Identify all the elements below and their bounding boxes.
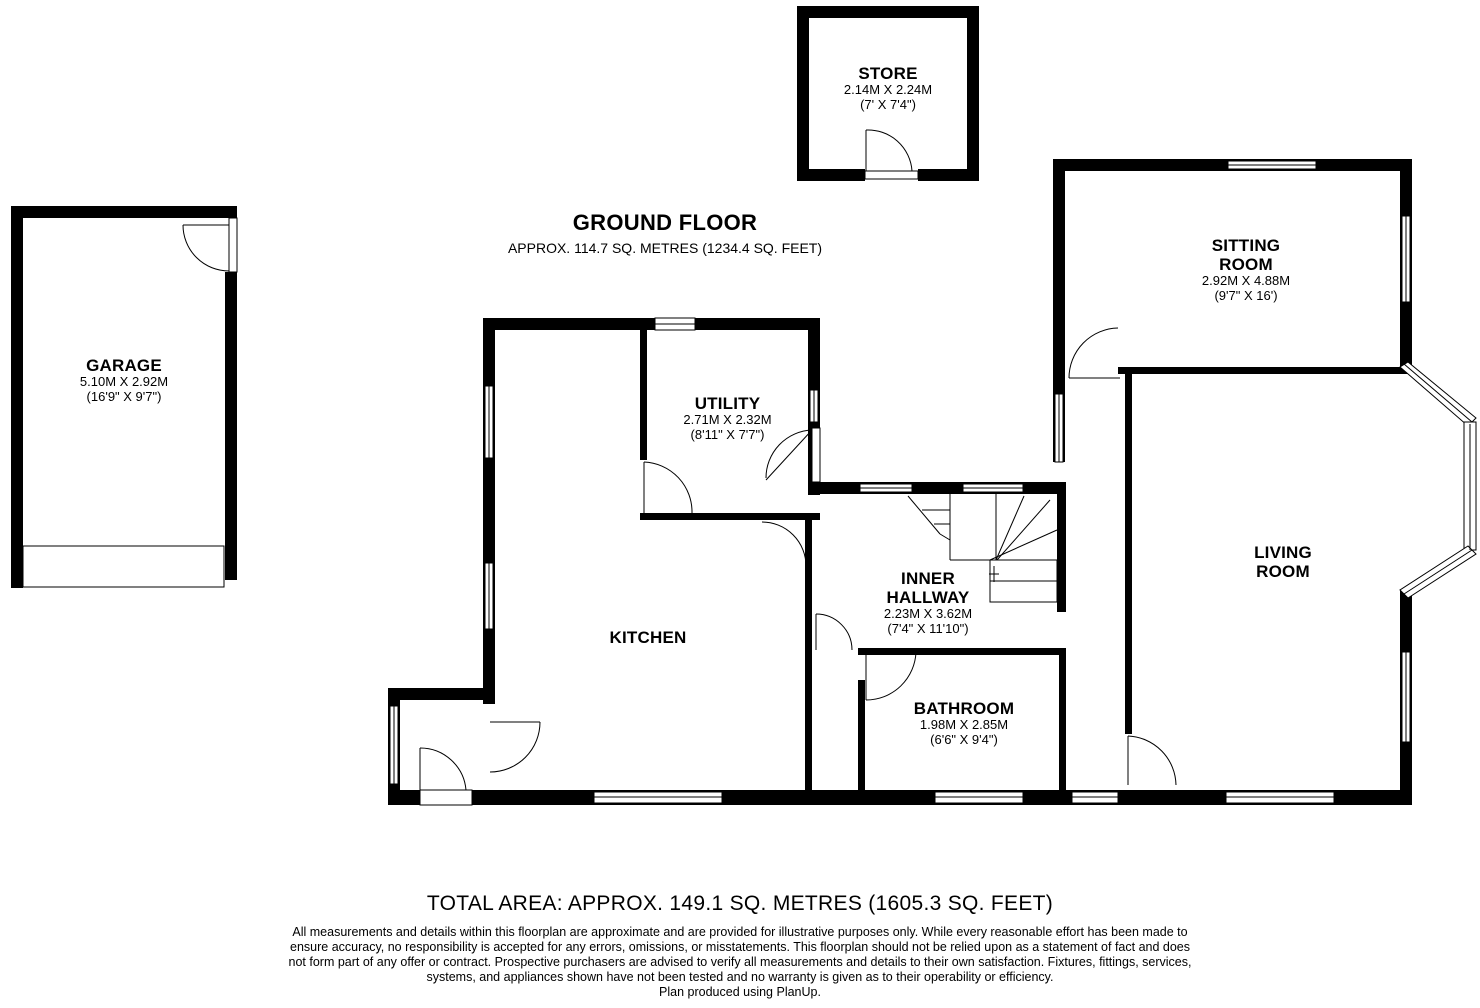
plan-credit: Plan produced using PlanUp. bbox=[659, 985, 821, 999]
store-door bbox=[865, 130, 918, 179]
room-name-line1: INNER bbox=[901, 569, 955, 588]
store-label bbox=[809, 64, 967, 112]
disclaimer-line: All measurements and details within this floorplan are approximate and are provided for illustrative purposes only. While every reasonable effort has been made to bbox=[292, 925, 1188, 939]
room-dimensions-imperial: (9'7" X 16') bbox=[1214, 287, 1278, 303]
utility-label bbox=[647, 394, 808, 442]
room-dimensions-metric: 2.14M X 2.24M bbox=[843, 82, 933, 98]
room-dimensions-metric: 1.98M X 2.85M bbox=[919, 717, 1009, 733]
room-dimensions-metric: 2.23M X 3.62M bbox=[883, 606, 973, 622]
bathroom-label bbox=[864, 699, 1064, 747]
room-name-line2: ROOM bbox=[1256, 562, 1310, 582]
room-dimensions-metric: 5.10M X 2.92M bbox=[79, 374, 169, 390]
room-name-line2: HALLWAY bbox=[886, 588, 970, 608]
room-dimensions-imperial: (7'4" X 11'10") bbox=[887, 620, 969, 636]
room-name: BATHROOM bbox=[913, 699, 1015, 718]
room-dimensions-imperial: (6'6" X 9'4") bbox=[930, 731, 998, 747]
room-name: UTILITY bbox=[694, 394, 761, 413]
room-dimensions-imperial: (16'9" X 9'7") bbox=[86, 388, 162, 404]
room-name: STORE bbox=[858, 64, 918, 83]
room-name: KITCHEN bbox=[609, 628, 687, 647]
disclaimer-line: ensure accuracy, no responsibility is accepted for any errors, omissions, or misstatements. This floorplan should not be relied upon as a statement of fact and does bbox=[290, 940, 1190, 954]
room-dimensions-metric: 2.71M X 2.32M bbox=[683, 412, 772, 428]
floor-title: GROUND FLOOR bbox=[572, 210, 758, 235]
disclaimer-line: not form part of any offer or contract. Prospective purchasers are advised to verify all measurements and details to their own satisfaction. Fixtures, fittings, services, bbox=[288, 955, 1192, 969]
disclaimer-line: systems, and appliances shown have not been tested and no warranty is given as to their operability or efficiency. bbox=[426, 970, 1054, 984]
sitting-room-label bbox=[1146, 236, 1346, 303]
bay-window bbox=[1400, 362, 1476, 598]
inner-hallway-label bbox=[828, 569, 1028, 636]
living-room-label bbox=[1183, 543, 1383, 581]
room-dimensions-imperial: (8'11" X 7'7") bbox=[690, 426, 765, 442]
total-area: TOTAL AREA: APPROX. 149.1 SQ. METRES (1605.3 SQ. FEET) bbox=[426, 892, 1054, 915]
room-name-line1: SITTING bbox=[1211, 236, 1281, 255]
room-name: GARAGE bbox=[86, 356, 162, 375]
garage-door-opening bbox=[23, 546, 224, 587]
room-dimensions-metric: 2.92M X 4.88M bbox=[1201, 273, 1291, 289]
room-name-line2: ROOM bbox=[1219, 255, 1273, 275]
room-dimensions-imperial: (7' X 7'4") bbox=[860, 96, 916, 112]
floor-heading bbox=[480, 210, 850, 256]
kitchen-label bbox=[548, 628, 748, 647]
room-name-line1: LIVING bbox=[1254, 543, 1312, 562]
garage-label bbox=[23, 356, 225, 404]
disclaimer bbox=[240, 925, 1240, 1000]
floor-area: APPROX. 114.7 SQ. METRES (1234.4 SQ. FEET) bbox=[507, 240, 823, 256]
